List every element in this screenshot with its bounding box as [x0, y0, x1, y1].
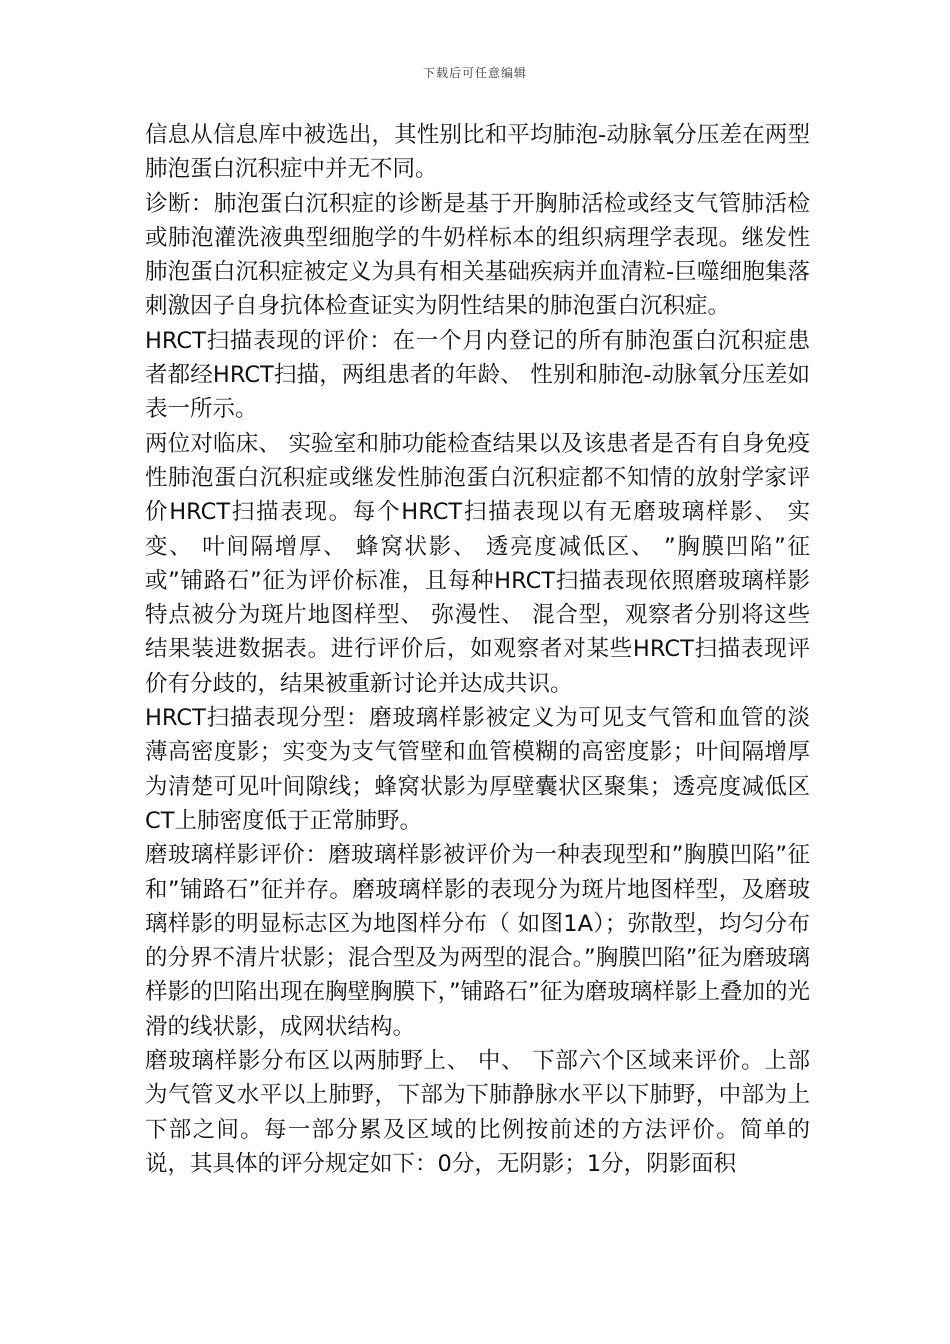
paragraph-radiologist-review: 两位对临床、 实验室和肺功能检查结果以及该患者是否有自身免疫性肺泡蛋白沉积症或继发性肺泡蛋白沉积症都不知情的放射学家评价HRCT扫描表现。每个HRCT扫描表现以有无磨玻璃样影、 实变、 叶间隔增厚、 蜂窝状影、 透亮度减低区、 ”胸膜凹陷”征或”铺路石”征为评价标准，且每种HRCT扫描表现依照磨玻璃样影特点被分为斑片地图样型、 弥漫性、 混合型，观察者分别将这些结果装进数据表。进行评价后，如观察者对某些HRCT扫描表现评价有分歧的，结果被重新讨论并达成共识。	[145, 430, 810, 697]
document-body	[145, 118, 810, 1181]
paragraph-ground-glass-evaluation: 磨玻璃样影评价：磨玻璃样影被评价为一种表现型和”胸膜凹陷”征和”铺路石”征并存。磨玻璃样影的表现分为斑片地图样型，及磨玻璃样影的明显标志区为地图样分布（ 如图1A）；弥散型，均匀分布的分界不清片状影；混合型及为两型的混合。”胸膜凹陷”征为磨玻璃样影的凹陷出现在胸壁胸膜下，”铺路石”征为磨玻璃样影上叠加的光滑的线状影，成网状结构。	[145, 842, 810, 1040]
paragraph-diagnosis: 诊断：肺泡蛋白沉积症的诊断是基于开胸肺活检或经支气管肺活检或肺泡灌洗液典型细胞学的牛奶样标本的组织病理学表现。继发性肺泡蛋白沉积症被定义为具有相关基础疾病并血清粒-巨噬细胞集落刺激因子自身抗体检查证实为阴性结果的肺泡蛋白沉积症。	[145, 190, 810, 320]
page-header: 下载后可任意编辑	[422, 66, 527, 80]
paragraph-selection: 信息从信息库中被选出，其性别比和平均肺泡-动脉氧分压差在两型肺泡蛋白沉积症中并无不同。	[145, 122, 810, 183]
paragraph-hrct-classification: HRCT扫描表现分型：磨玻璃样影被定义为可见支气管和血管的淡薄高密度影；实变为支气管壁和血管模糊的高密度影；叶间隔增厚为清楚可见叶间隙线；蜂窝状影为厚壁囊状区聚集；透亮度减低区CT上肺密度低于正常肺野。	[145, 705, 810, 834]
paragraph-distribution-scoring: 磨玻璃样影分布区以两肺野上、 中、 下部六个区域来评价。上部为气管叉水平以上肺野，下部为下肺静脉水平以下肺野，中部为上下部之间。每一部分累及区域的比例按前述的方法评价。简单的说，其具体的评分规定如下：0分，无阴影；1分，阴影面积	[145, 1048, 810, 1177]
paragraph-hrct-evaluation: HRCT扫描表现的评价：在一个月内登记的所有肺泡蛋白沉积症患者都经HRCT扫描，两组患者的年龄、 性别和肺泡-动脉氧分压差如表一所示。	[145, 327, 810, 423]
